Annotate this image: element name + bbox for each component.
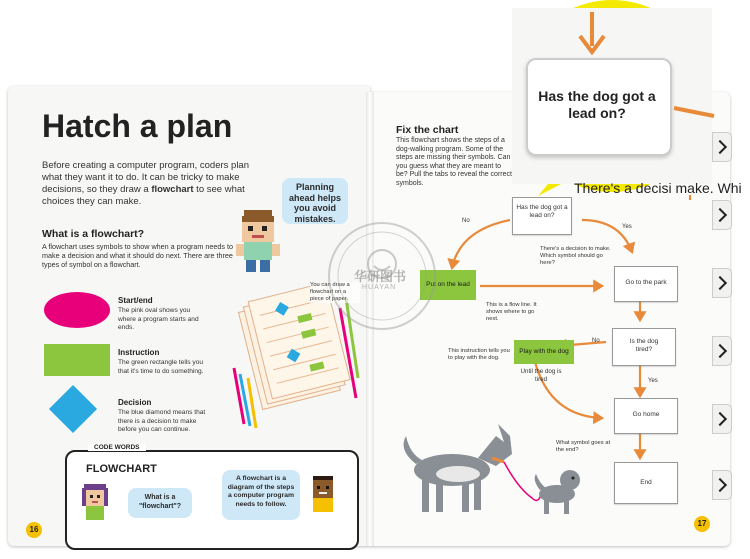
until-tired-label: Until the dog is tired — [520, 368, 562, 383]
pull-tab-5[interactable] — [712, 404, 732, 434]
flow-line-note: This is a flow line. It shows where to go next. — [486, 302, 537, 322]
section-heading: What is a flowchart? — [42, 228, 145, 240]
end-box: End — [614, 462, 678, 504]
question-bubble: What is a "flowchart"? — [128, 488, 192, 518]
play-with-dog-box: Play with the dog — [514, 340, 574, 364]
papers-note: You can draw a flowchart on a piece of paper. — [310, 282, 360, 303]
chevron-right-icon — [713, 412, 727, 426]
put-on-lead-box: Put on the lead — [420, 270, 476, 300]
planning-speech-bubble: Planning ahead helps you avoid mistakes. — [282, 178, 348, 224]
chevron-right-icon — [713, 276, 727, 290]
yes-label-2: Yes — [648, 378, 658, 384]
symbol-name: Start/end — [118, 296, 153, 305]
page-number-right: 17 — [694, 516, 710, 532]
code-words-label: CODE WORDS — [88, 444, 146, 451]
no-label: No — [462, 218, 470, 224]
fix-chart-intro: This flowchart shows the steps of a dog-walking program. Some of the steps are missing their symbols. Can you guess what they are meant to be? Pull the tabs to reveal the correct symbols. — [396, 137, 512, 187]
symbol-description: The blue diamond means that there is a decision to make before you can continue. — [118, 409, 206, 433]
chevron-right-icon — [713, 478, 727, 492]
no-label-2: No — [592, 338, 600, 344]
watermark-text: 华研图书 — [354, 269, 407, 284]
go-to-park-box: Go to the park — [614, 266, 678, 302]
fix-chart-heading: Fix the chart — [396, 124, 459, 136]
dog-tired-question-box: Is the dog tired? — [612, 328, 676, 366]
magnified-question: Has the dog got a lead on? — [538, 88, 656, 121]
watermark-subtext: HUAYAN — [362, 284, 397, 291]
yes-label: Yes — [622, 224, 632, 230]
pull-tab-3[interactable] — [712, 268, 732, 298]
answer-bubble: A flowchart is a diagram of the steps a computer program needs to follow. — [222, 470, 300, 520]
symbol-description: The green rectangle tells you that it's time to do something. — [118, 359, 204, 375]
pull-tab-4[interactable] — [712, 336, 732, 366]
arrow-right-line — [674, 102, 714, 122]
pixel-boy-illustration — [236, 210, 280, 274]
end-question: What symbol goes at the end? — [556, 440, 611, 453]
pixel-girl-illustration — [82, 484, 108, 520]
symbol-description: The pink oval shows you where a program starts and ends. — [118, 307, 199, 331]
go-home-box: Go home — [614, 398, 678, 434]
section-text: A flowchart uses symbols to show when a program needs to make a decision and what it should do next. There are three types of symbol on a flowchart. — [42, 242, 233, 269]
symbol-name: Instruction — [118, 348, 160, 357]
code-word: FLOWCHART — [86, 463, 157, 475]
dogs-illustration — [392, 418, 592, 528]
chevron-right-icon — [713, 344, 727, 358]
instruction-rectangle-symbol — [44, 344, 110, 376]
arrow-down-icon — [572, 12, 612, 56]
page-title: Hatch a plan — [42, 108, 233, 144]
start-end-oval-symbol — [44, 292, 110, 328]
instruction-note: This instruction tells you to play with the dog. — [448, 348, 510, 361]
decision-note: There's a decision to make. Which symbol should go here? — [540, 246, 611, 266]
magnified-caption: There's a decisi make. Whi — [574, 180, 742, 196]
symbol-name: Decision — [118, 398, 152, 407]
dog-lead-question-box: Has the dog got a lead on? — [512, 197, 572, 235]
intro-text: Before creating a computer program, coders plan what they want it to do. It can be tricky to make decisions, so they draw a flowchart to see what choices they can make. — [42, 160, 249, 207]
page-number-left: 16 — [26, 522, 42, 538]
pixel-boy-avatar — [310, 476, 336, 512]
magnified-view — [512, 8, 742, 196]
pull-tab-6[interactable] — [712, 470, 732, 500]
chevron-right-icon — [713, 208, 727, 222]
